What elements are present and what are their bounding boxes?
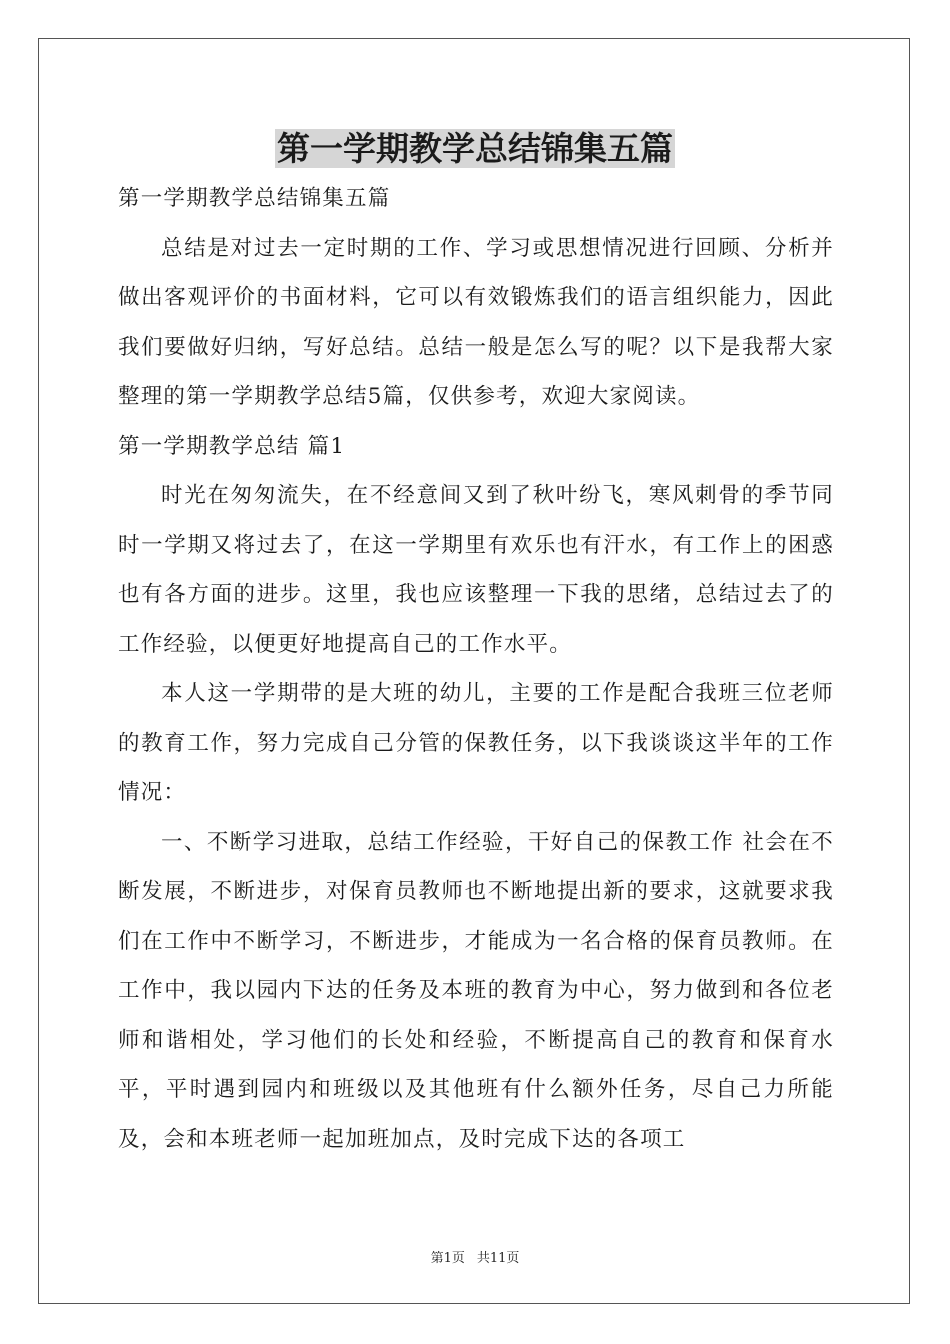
section-heading: 第一学期教学总结 篇1 xyxy=(118,433,346,459)
body-paragraph: 本人这一学期带的是大班的幼儿，主要的工作是配合我班三位老师的教育工作，努力完成自己分管的保教任务，以下我谈谈这半年的工作情况： xyxy=(118,681,834,805)
body-paragraph: 时光在匆匆流失，在不经意间又到了秋叶纷飞，寒风刺骨的季节同时一学期又将过去了，在这一学期里有欢乐也有汗水，有工作上的困惑也有各方面的进步。这里，我也应该整理一下我的思绪，总结过去了的工作经验，以便更好地提高自己的工作水平。 xyxy=(118,483,834,657)
document-title xyxy=(0,126,950,172)
subtitle-paragraph: 第一学期教学总结锦集五篇 xyxy=(118,186,391,211)
page-footer xyxy=(0,1247,950,1266)
document-body xyxy=(118,174,834,1164)
body-paragraph: 一、不断学习进取，总结工作经验，干好自己的保教工作 社会在不断发展，不断进步，对保育员教师也不断地提出新的要求，这就要求我们在工作中不断学习，不断进步，才能成为一名合格的保育员教师。在工作中，我以园内下达的任务及本班的教育为中心，努力做到和各位老师和谐相处，学习他们的长处和经验，不断提高自己的教育和保育水平，平时遇到园内和班级以及其他班有什么额外任务，尽自己力所能及，会和本班老师一起加班加点，及时完成下达的各项工 xyxy=(118,829,834,1152)
page-total: 共11页 xyxy=(476,1251,520,1266)
page-number: 第1页 xyxy=(430,1251,465,1266)
document-title-text: 第一学期教学总结锦集五篇 xyxy=(277,129,673,168)
intro-paragraph: 总结是对过去一定时期的工作、学习或思想情况进行回顾、分析并做出客观评价的书面材料，它可以有效锻炼我们的语言组织能力，因此我们要做好归纳，写好总结。总结一般是怎么写的呢？以下是我帮大家整理的第一学期教学总结5篇，仅供参考，欢迎大家阅读。 xyxy=(118,235,834,409)
